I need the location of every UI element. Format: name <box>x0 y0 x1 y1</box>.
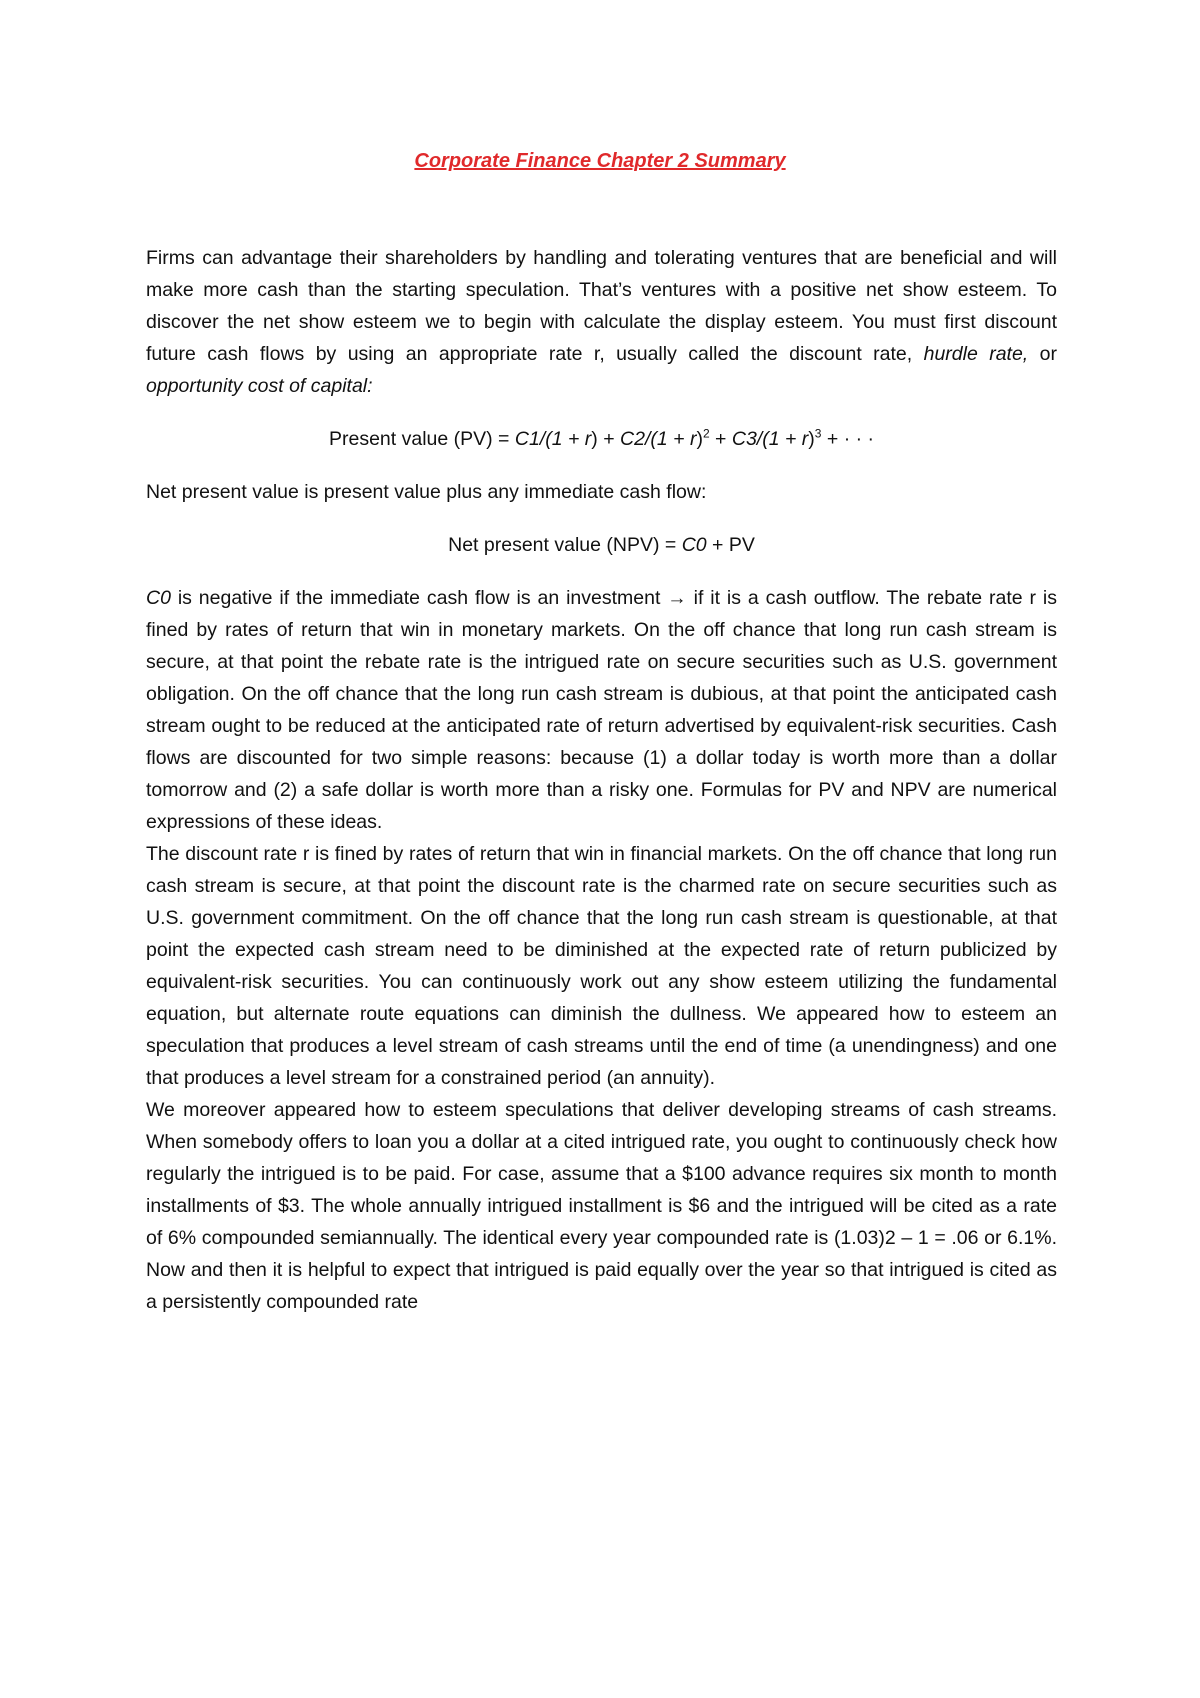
paragraph-3: We moreover appeared how to esteem speculations that deliver developing streams of cash streams. When somebody offers to loan you a dollar at a cited intrigued rate, you ought to continuously check how regularly the intrigued is to be paid. For case, assume that a $100 advance requires six month to month installments of $3. The whole annually intrigued installment is $6 and the intrigued will be cited as a rate of 6% compounded semiannually. The identical every year compounded rate is (1.03)2 – 1 = .06 or 6.1%. Now and then it is helpful to expect that intrigued is paid equally over the year so that intrigued is cited as a persistently compounded rate <box>146 1099 1057 1313</box>
intro-italic-opportunity-cost: opportunity cost of capital: <box>146 375 373 397</box>
paragraph-2: The discount rate r is fined by rates of return that win in financial markets. On the off chance that long run cash stream is secure, at that point the discount rate is the charmed rate on secure securities such as U.S. government commitment. On the off chance that the long run cash stream is questionable, at that point the expected cash stream need to be diminished at the expected rate of return publicized by equivalent-risk securities. You can continuously work out any show esteem utilizing the fundamental equation, but alternate route equations can diminish the dullness. We appeared how to esteem an speculation that produces a level stream of cash streams until the end of time (a unendingness) and one that produces a level stream for a constrained period (an annuity). <box>146 843 1057 1089</box>
intro-text-a: Firms can advantage their shareholders by handling and tolerating ventures that are beneficial and will make more cash than the starting speculation. That’s ventures with a positive net show esteem. To discover the net show esteem we to begin with calculate the display esteem. You must first discount future cash flows by using an appropriate rate r, usually called the discount rate, <box>146 247 1057 365</box>
pv-term3: C3/(1 + <box>731 428 802 450</box>
pv-term1: C1/(1 + <box>514 428 585 450</box>
pv-term1-close: ) + <box>591 428 621 450</box>
document-title: Corporate Finance Chapter 2 Summary <box>414 150 786 172</box>
pv-plus: + <box>709 428 732 450</box>
paragraph-1-c0: C0 <box>146 587 171 609</box>
paragraph-1-text: is negative if the immediate cash flow is an investment → if it is a cash outflow. The rebate rate r is fined by rates of return that win in monetary markets. On the off chance that long run cash stream is secure, at that point the rebate rate is the intrigued rate on secure securities such as U.S. government obligation. On the off chance that the long run cash stream is dubious, at that point the anticipated cash stream ought to be reduced at the anticipated rate of return advertised by equivalent-risk securities. Cash flows are discounted for two simple reasons: because (1) a dollar today is worth more than a dollar tomorrow and (2) a safe dollar is worth more than a risky one. Formulas for PV and NPV are numerical expressions of these ideas. <box>146 587 1057 833</box>
pv-term2: C2/(1 + <box>620 428 690 450</box>
intro-paragraph <box>146 242 1057 402</box>
npv-intro: Net present value is present value plus any immediate cash flow: <box>146 481 707 503</box>
intro-text-b: or <box>1028 343 1057 365</box>
pv-r2: r <box>689 428 697 450</box>
pv-r3: r <box>801 428 809 450</box>
pv-tail: + · · · <box>821 428 875 450</box>
pv-exponent-2: 2 <box>702 426 710 441</box>
npv-lead: Net present value (NPV) = <box>448 534 682 556</box>
pv-formula <box>146 423 1057 455</box>
npv-formula <box>146 529 1057 561</box>
pv-r1: r <box>584 428 592 450</box>
pv-exponent-3: 3 <box>814 426 822 441</box>
document-body <box>146 242 1057 1318</box>
intro-italic-hurdle-rate: hurdle rate, <box>923 343 1029 365</box>
pv-term3-close: ) <box>808 428 815 450</box>
pv-lead: Present value (PV) = <box>328 428 515 450</box>
npv-c0: C0 <box>681 534 707 556</box>
npv-tail: + PV <box>706 534 755 556</box>
pv-term2-close: ) <box>696 428 703 450</box>
paragraph-1 <box>146 582 1057 838</box>
